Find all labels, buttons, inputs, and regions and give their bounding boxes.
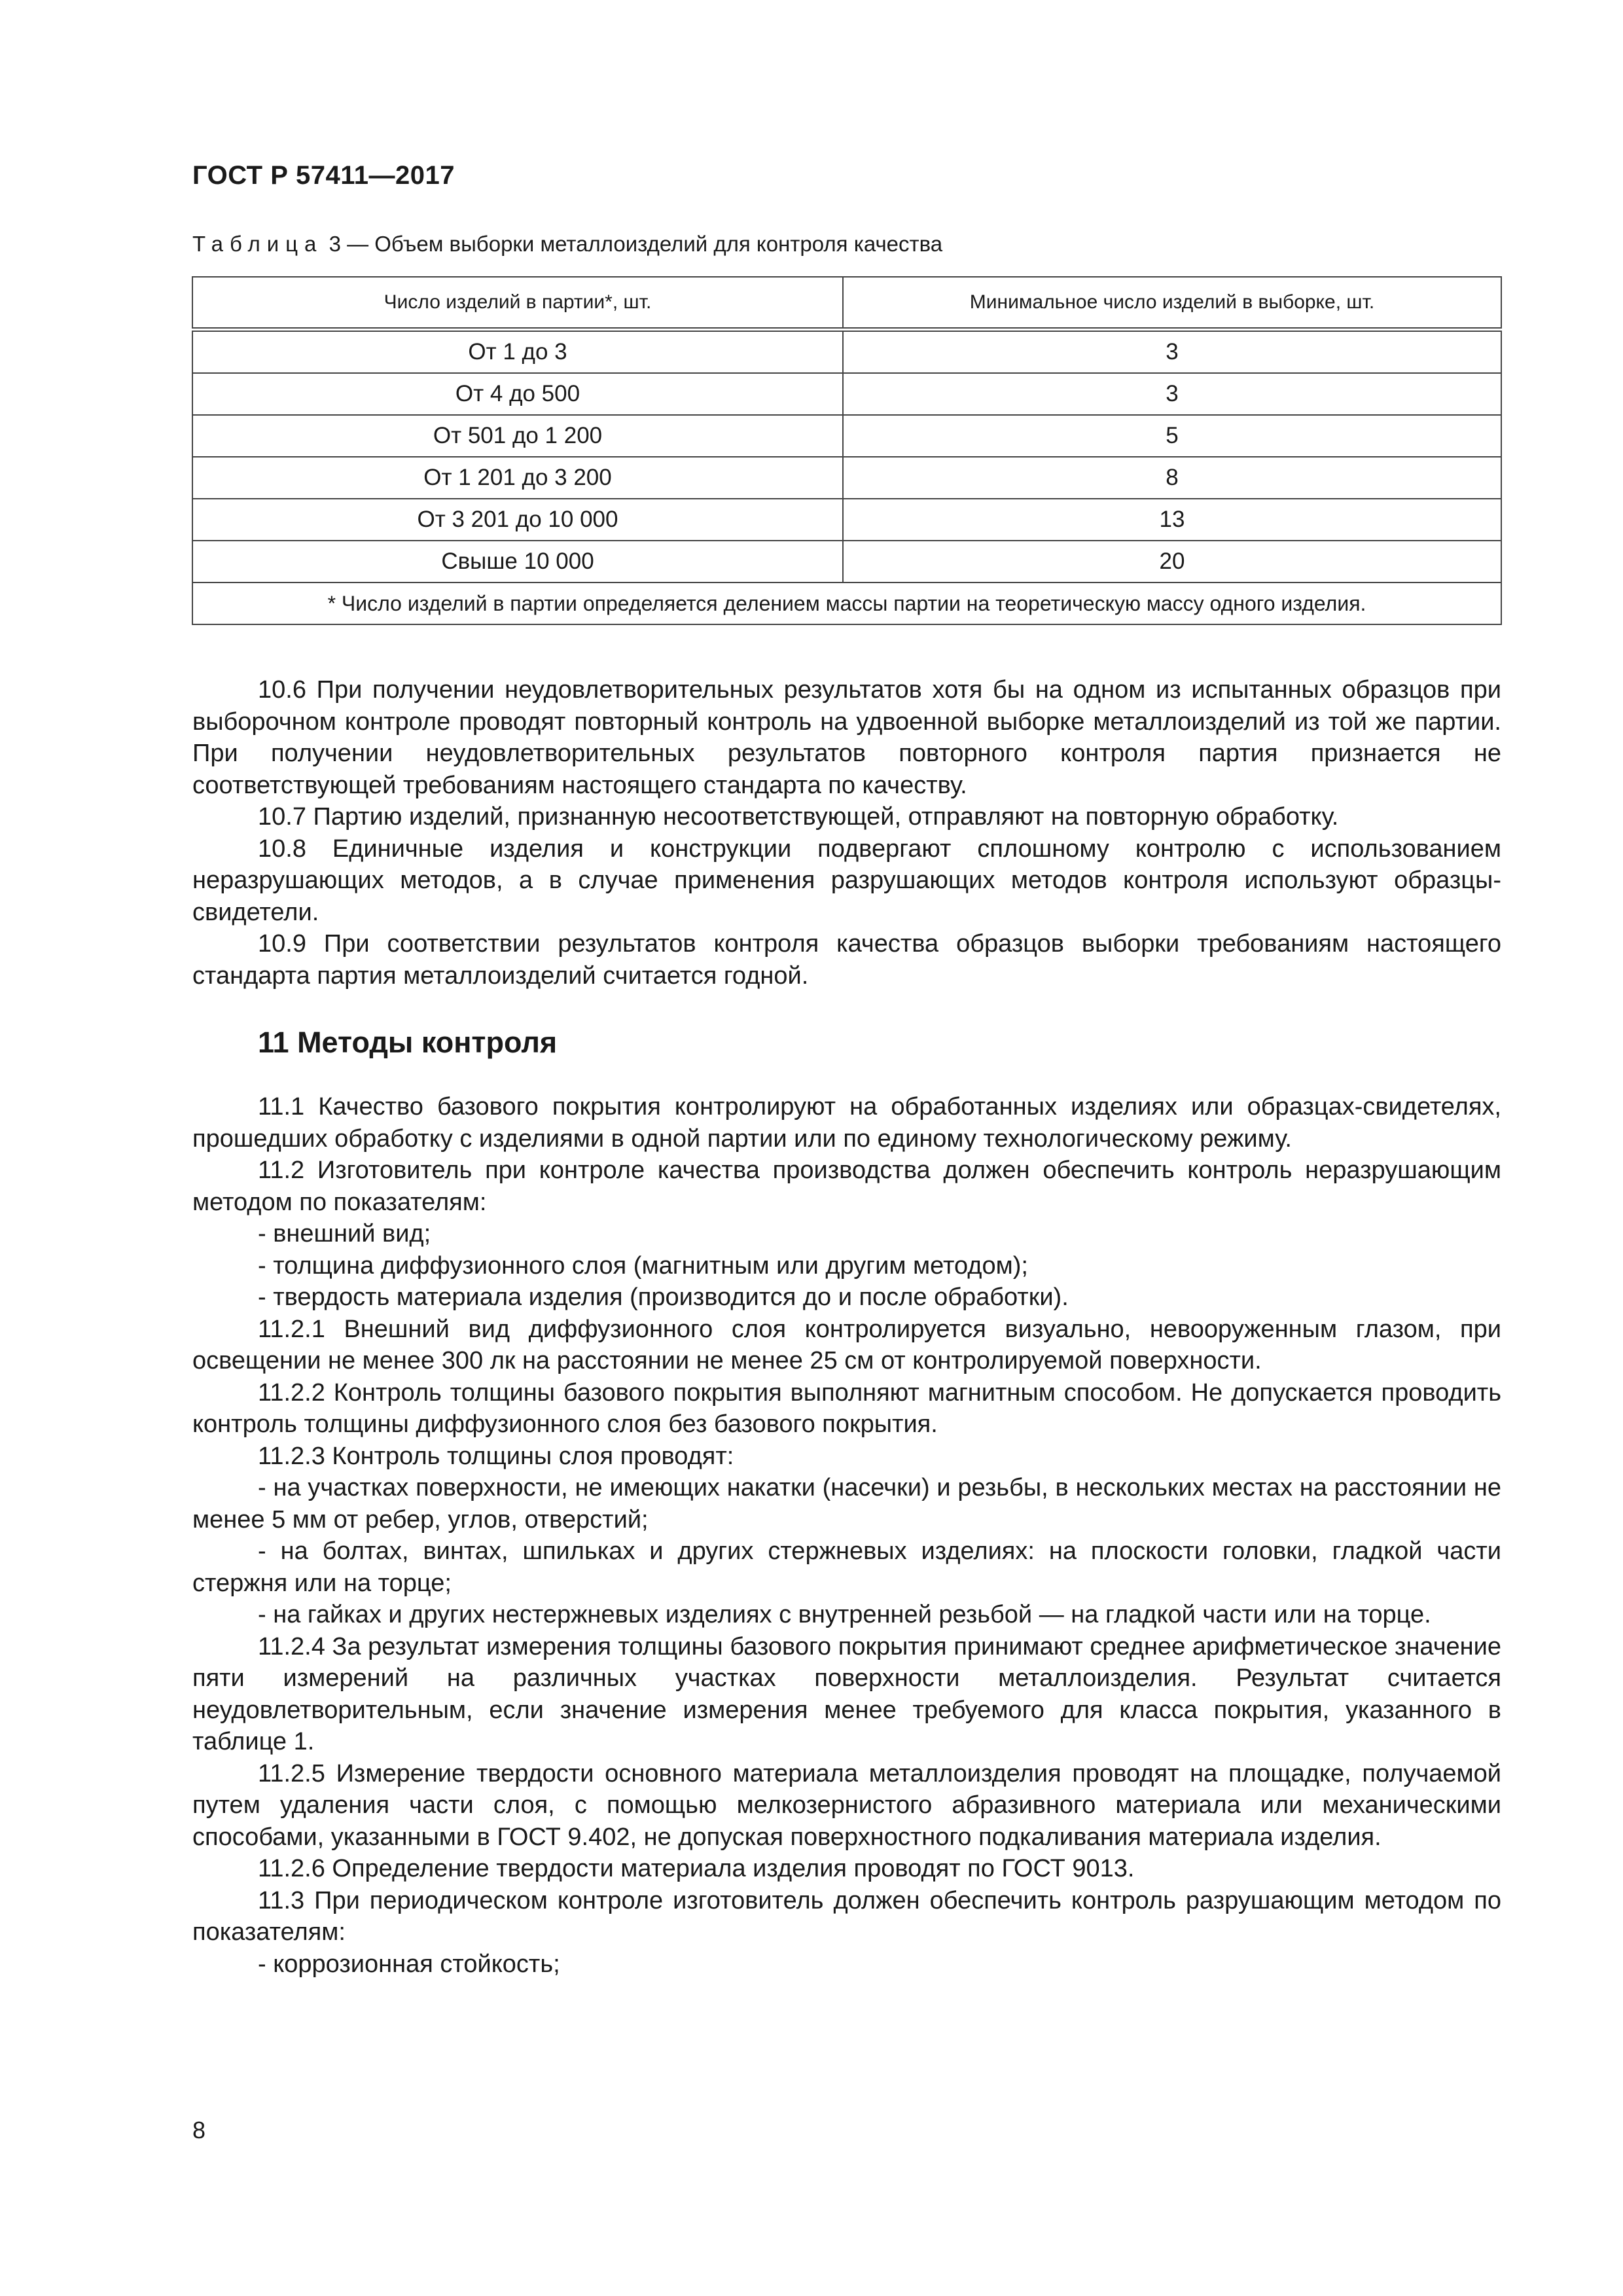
list-item: - на болтах, винтах, шпильках и других стержневых изделиях: на плоскости головки, гладкой части стержня или на торце; [192, 1537, 1501, 1597]
table-caption-text: 3 — Объем выборки металлоизделий для контроля качества [329, 232, 943, 256]
paragraph-11-1: 11.1 Качество базового покрытия контролируют на обработанных изделиях или образцах-свидетелях, прошедших обработку с изделиями в одной партии или по единому технологическому режиму. [192, 1093, 1501, 1153]
table-header-row [192, 277, 1501, 330]
list-item: - твердость материала изделия (производится до и после обработки). [258, 1283, 1069, 1311]
page-number: 8 [192, 2117, 206, 2144]
list-item: - на участках поверхности, не имеющих накатки (насечки) и резьбы, в нескольких местах на расстоянии не менее 5 мм от ребер, углов, отверстий; [192, 1474, 1501, 1534]
table-cell-batch: От 4 до 500 [192, 373, 843, 415]
list-item: - коррозионная стойкость; [258, 1950, 560, 1978]
table-row [192, 373, 1501, 415]
table-cell-batch: Свыше 10 000 [192, 541, 843, 583]
table-row [192, 499, 1501, 541]
paragraph-10-7: 10.7 Партию изделий, признанную несоответствующей, отправляют на повторную обработку. [258, 803, 1339, 831]
table-cell-sample: 3 [843, 373, 1501, 415]
list-item: - на гайках и других нестержневых изделиях с внутренней резьбой — на гладкой части или на торце. [258, 1601, 1431, 1628]
table-footnote-row [192, 583, 1501, 624]
paragraph-11-2-1: 11.2.1 Внешний вид диффузионного слоя контролируется визуально, невооруженным глазом, при освещении не менее 300 лк на расстоянии не менее 25 см от контролируемой поверхности. [192, 1315, 1501, 1374]
paragraph-10-9: 10.9 При соответствии результатов контроля качества образцов выборки требованиям настоящего стандарта партия металлоизделий считается годной. [192, 930, 1501, 990]
paragraph-10-6: 10.6 При получении неудовлетворительных результатов хотя бы на одном из испытанных образцов при выборочном контроле проводят повторный контроль на удвоенной выборке металлоизделий из той же партии. При получении неудовлетворительных результатов повторного контроля партия признается не соответствующей требованиям настоящего стандарта по качеству. [192, 676, 1501, 799]
table-row [192, 457, 1501, 499]
column-header-batch-size: Число изделий в партии*, шт. [192, 277, 843, 330]
column-header-min-sample: Минимальное число изделий в выборке, шт. [843, 277, 1501, 330]
table-row [192, 330, 1501, 374]
table-caption-label: Таблица [192, 232, 323, 256]
table-cell-sample: 5 [843, 415, 1501, 457]
paragraph-11-2-5: 11.2.5 Измерение твердости основного материала металлоизделия проводят на площадке, получаемой путем удаления части слоя, с помощью мелкозернистого абразивного материала или механическими способами, указанными в ГОСТ 9.402, не допуская поверхностного подкаливания материала изделия. [192, 1759, 1501, 1851]
table-cell-batch: От 3 201 до 10 000 [192, 499, 843, 541]
table-footnote: * Число изделий в партии определяется делением массы партии на теоретическую массу одного изделия. [192, 583, 1501, 624]
table-cell-sample: 20 [843, 541, 1501, 583]
table-cell-batch: От 1 до 3 [192, 330, 843, 374]
table-cell-sample: 8 [843, 457, 1501, 499]
table-caption [192, 232, 942, 257]
table-cell-sample: 3 [843, 330, 1501, 374]
document-header: ГОСТ Р 57411—2017 [192, 161, 455, 190]
table-row [192, 541, 1501, 583]
table-cell-batch: От 1 201 до 3 200 [192, 457, 843, 499]
paragraph-11-3: 11.3 При периодическом контроле изготовитель должен обеспечить контроль разрушающим методом по показателям: [192, 1886, 1501, 1946]
paragraph-11-2-3: 11.2.3 Контроль толщины слоя проводят: [258, 1442, 734, 1470]
paragraph-10-8: 10.8 Единичные изделия и конструкции подвергают сплошному контролю с использованием неразрушающих методов, а в случае применения разрушающих методов контроля используют образцы-свидетели. [192, 834, 1501, 926]
table-cell-batch: От 501 до 1 200 [192, 415, 843, 457]
sample-size-table [192, 276, 1502, 625]
paragraph-11-2: 11.2 Изготовитель при контроле качества производства должен обеспечить контроль неразрушающим методом по показателям: [192, 1157, 1501, 1216]
paragraph-11-2-2: 11.2.2 Контроль толщины базового покрытия выполняют магнитным способом. Не допускается проводить контроль толщины диффузионного слоя без базового покрытия. [192, 1378, 1501, 1438]
table-row [192, 415, 1501, 457]
body-text [192, 674, 1501, 1980]
list-item: - внешний вид; [258, 1220, 431, 1247]
section-heading: 11 Методы контроля [258, 1026, 558, 1059]
list-item: - толщина диффузионного слоя (магнитным или другим методом); [258, 1251, 1028, 1280]
paragraph-11-2-4: 11.2.4 За результат измерения толщины базового покрытия принимают среднее арифметическое значение пяти измерений на различных участках поверхности металлоизделия. Результат считается неудовлетворительным, если значение измерения менее требуемого для класса покрытия, указанного в таблице 1. [192, 1632, 1501, 1755]
table-cell-sample: 13 [843, 499, 1501, 541]
paragraph-11-2-6: 11.2.6 Определение твердости материала изделия проводят по ГОСТ 9013. [258, 1855, 1135, 1882]
